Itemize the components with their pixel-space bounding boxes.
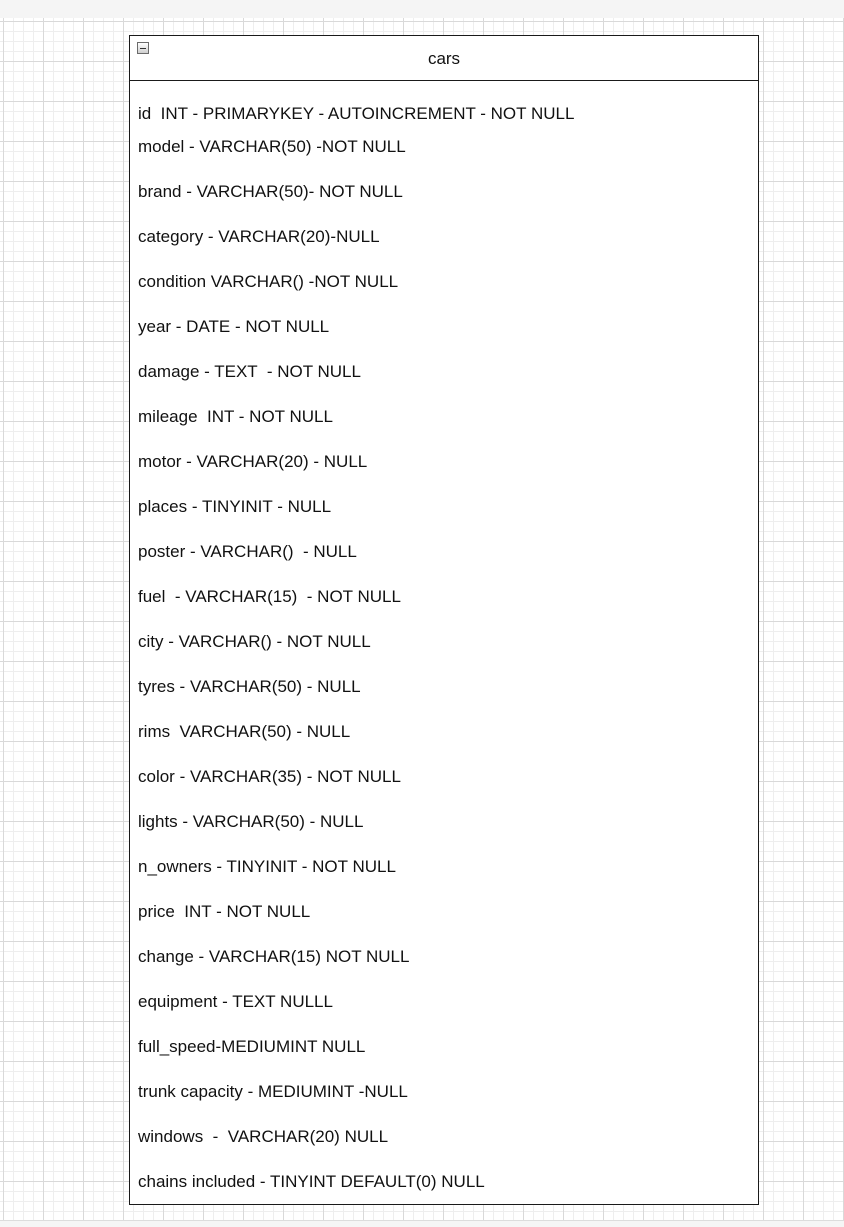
field-row[interactable]: id INT - PRIMARYKEY - AUTOINCREMENT - NOT NULL xyxy=(138,104,575,123)
table-header[interactable] xyxy=(130,36,758,81)
field-row[interactable]: color - VARCHAR(35) - NOT NULL xyxy=(138,767,401,786)
field-row[interactable]: brand - VARCHAR(50)- NOT NULL xyxy=(138,182,403,201)
field-row[interactable]: tyres - VARCHAR(50) - NULL xyxy=(138,677,361,696)
field-row[interactable]: rims VARCHAR(50) - NULL xyxy=(138,722,351,741)
field-row[interactable]: lights - VARCHAR(50) - NULL xyxy=(138,812,364,831)
table-entity-cars[interactable] xyxy=(129,35,759,1205)
field-row[interactable]: condition VARCHAR() -NOT NULL xyxy=(138,272,399,291)
field-row[interactable]: mileage INT - NOT NULL xyxy=(138,407,333,426)
editor-top-bar xyxy=(0,0,844,19)
field-row[interactable]: model - VARCHAR(50) -NOT NULL xyxy=(138,137,406,156)
field-row[interactable]: category - VARCHAR(20)-NULL xyxy=(138,227,380,246)
field-row[interactable]: damage - TEXT - NOT NULL xyxy=(138,362,361,381)
field-row[interactable]: city - VARCHAR() - NOT NULL xyxy=(138,632,371,651)
field-row[interactable]: year - DATE - NOT NULL xyxy=(138,317,330,336)
field-row[interactable]: fuel - VARCHAR(15) - NOT NULL xyxy=(138,587,401,606)
field-row[interactable]: chains included - TINYINT DEFAULT(0) NULL xyxy=(138,1172,485,1191)
field-row[interactable]: places - TINYINIT - NULL xyxy=(138,497,332,516)
field-row[interactable]: windows - VARCHAR(20) NULL xyxy=(138,1127,389,1146)
field-row[interactable]: change - VARCHAR(15) NOT NULL xyxy=(138,947,410,966)
field-row[interactable]: motor - VARCHAR(20) - NULL xyxy=(138,452,368,471)
table-title: cars xyxy=(427,49,461,68)
field-row[interactable]: price INT - NOT NULL xyxy=(138,902,311,921)
field-row[interactable]: trunk capacity - MEDIUMINT -NULL xyxy=(138,1082,408,1101)
field-row[interactable]: equipment - TEXT NULLL xyxy=(138,992,333,1011)
field-row[interactable]: n_owners - TINYINIT - NOT NULL xyxy=(138,857,396,876)
field-row[interactable]: full_speed-MEDIUMINT NULL xyxy=(138,1037,366,1056)
field-row[interactable]: poster - VARCHAR() - NULL xyxy=(138,542,357,561)
